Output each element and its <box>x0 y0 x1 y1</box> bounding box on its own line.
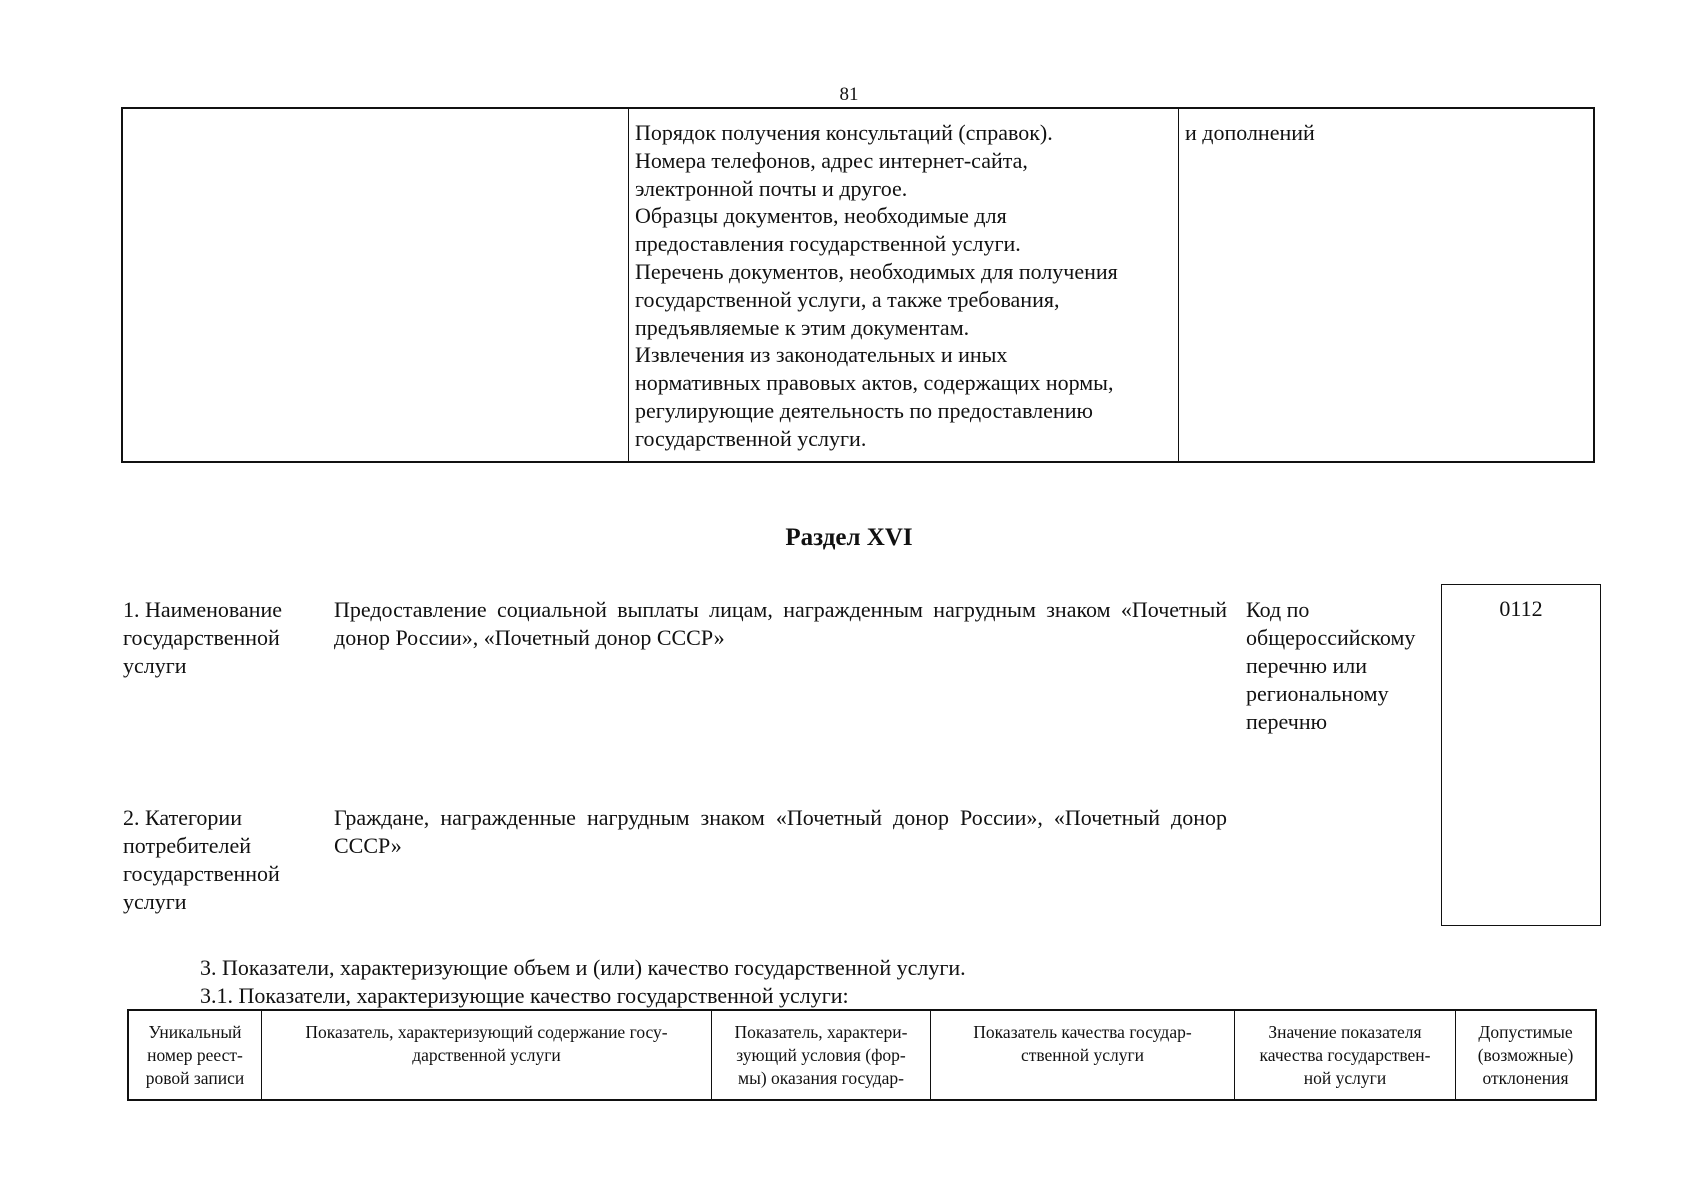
text-line: предоставления государственной услуги. <box>635 231 1021 257</box>
label-line: 1. Наименование <box>123 597 283 622</box>
consumer-category-value: Граждане, награжденные нагрудным знаком «Почетный донор России», «Почетный донор СССР» <box>334 805 1227 858</box>
label-line: услуги <box>123 889 187 914</box>
table-cell-empty <box>123 109 629 461</box>
header-line: дарственной услуги <box>412 1045 561 1065</box>
header-line: номер реест- <box>147 1045 243 1065</box>
label-line: 2. Категории <box>123 805 242 830</box>
header-line: качества государствен- <box>1259 1045 1431 1065</box>
text-line: Извлечения из законодательных и иных <box>635 342 1008 368</box>
text-line: электронной почты и другое. <box>635 175 908 201</box>
label-line: перечню или <box>1246 653 1368 678</box>
header-line: зующий условия (фор- <box>736 1045 906 1065</box>
header-line: мы) оказания государ- <box>738 1068 904 1088</box>
text-line: и дополнений <box>1185 120 1315 145</box>
header-line: Показатель, характери- <box>734 1022 908 1042</box>
header-line: ственной услуги <box>1020 1045 1145 1065</box>
label-line: региональному <box>1246 681 1389 706</box>
text-line: Номера телефонов, адрес интернет-сайта, <box>635 147 1028 173</box>
page-number: 81 <box>839 84 859 105</box>
table-header-cell <box>1235 1011 1456 1099</box>
text-line: Порядок получения консультаций (справок). <box>635 120 1053 145</box>
header-line: ной услуги <box>1303 1068 1387 1088</box>
quality-indicators-table <box>127 1009 1597 1101</box>
label-line: государственной <box>123 861 280 886</box>
text-line: нормативных правовых актов, содержащих нормы, <box>635 370 1114 396</box>
paragraph-indicators: 3. Показатели, характеризующие объем и (или) качество государственной услуги. <box>200 955 966 980</box>
table-header-cell <box>262 1011 712 1099</box>
paragraph-quality-indicators: 3.1. Показатели, характеризующие качество государственной услуги: <box>200 983 849 1008</box>
service-name-value: Предоставление социальной выплаты лицам, награжденным нагрудным знаком «Почетный донор России», «Почетный донор СССР» <box>334 597 1227 650</box>
table-cell-info <box>629 109 1179 461</box>
header-line: отклонения <box>1482 1068 1569 1088</box>
header-line: Допустимые <box>1478 1022 1573 1042</box>
label-line: потребителей <box>123 833 251 858</box>
header-line: Показатель качества государ- <box>973 1022 1192 1042</box>
header-line: ровой записи <box>145 1068 245 1088</box>
section-title: Раздел XVI <box>785 524 913 551</box>
text-line: Перечень документов, необходимых для получения <box>635 258 1118 284</box>
code-value: 0112 <box>1499 596 1543 621</box>
header-line: Показатель, характеризующий содержание госу- <box>305 1022 668 1042</box>
label-line: общероссийскому <box>1246 625 1416 650</box>
label-line: перечню <box>1246 709 1328 734</box>
text-line: Образцы документов, необходимые для <box>635 203 1007 229</box>
header-line: Уникальный <box>148 1022 242 1042</box>
code-box <box>1441 584 1601 926</box>
text-line: предъявляемые к этим документам. <box>635 314 970 340</box>
header-line: (возможные) <box>1477 1045 1574 1065</box>
text-line: государственной услуги. <box>635 425 867 451</box>
table-header-cell <box>129 1011 262 1099</box>
table-header-cell <box>931 1011 1235 1099</box>
text-line: государственной услуги, а также требования, <box>635 286 1060 312</box>
label-line: Код по <box>1246 597 1310 622</box>
table-header-cell <box>712 1011 931 1099</box>
consumer-category-label <box>123 804 313 916</box>
service-name-label <box>123 596 313 680</box>
header-line: Значение показателя <box>1268 1022 1422 1042</box>
text-line: регулирующие деятельность по предоставлению <box>635 397 1093 423</box>
table-header-cell <box>1456 1011 1595 1099</box>
code-label <box>1246 596 1436 736</box>
table-cell-right <box>1179 109 1593 461</box>
label-line: государственной <box>123 625 280 650</box>
label-line: услуги <box>123 653 187 678</box>
continuation-table <box>121 107 1595 463</box>
